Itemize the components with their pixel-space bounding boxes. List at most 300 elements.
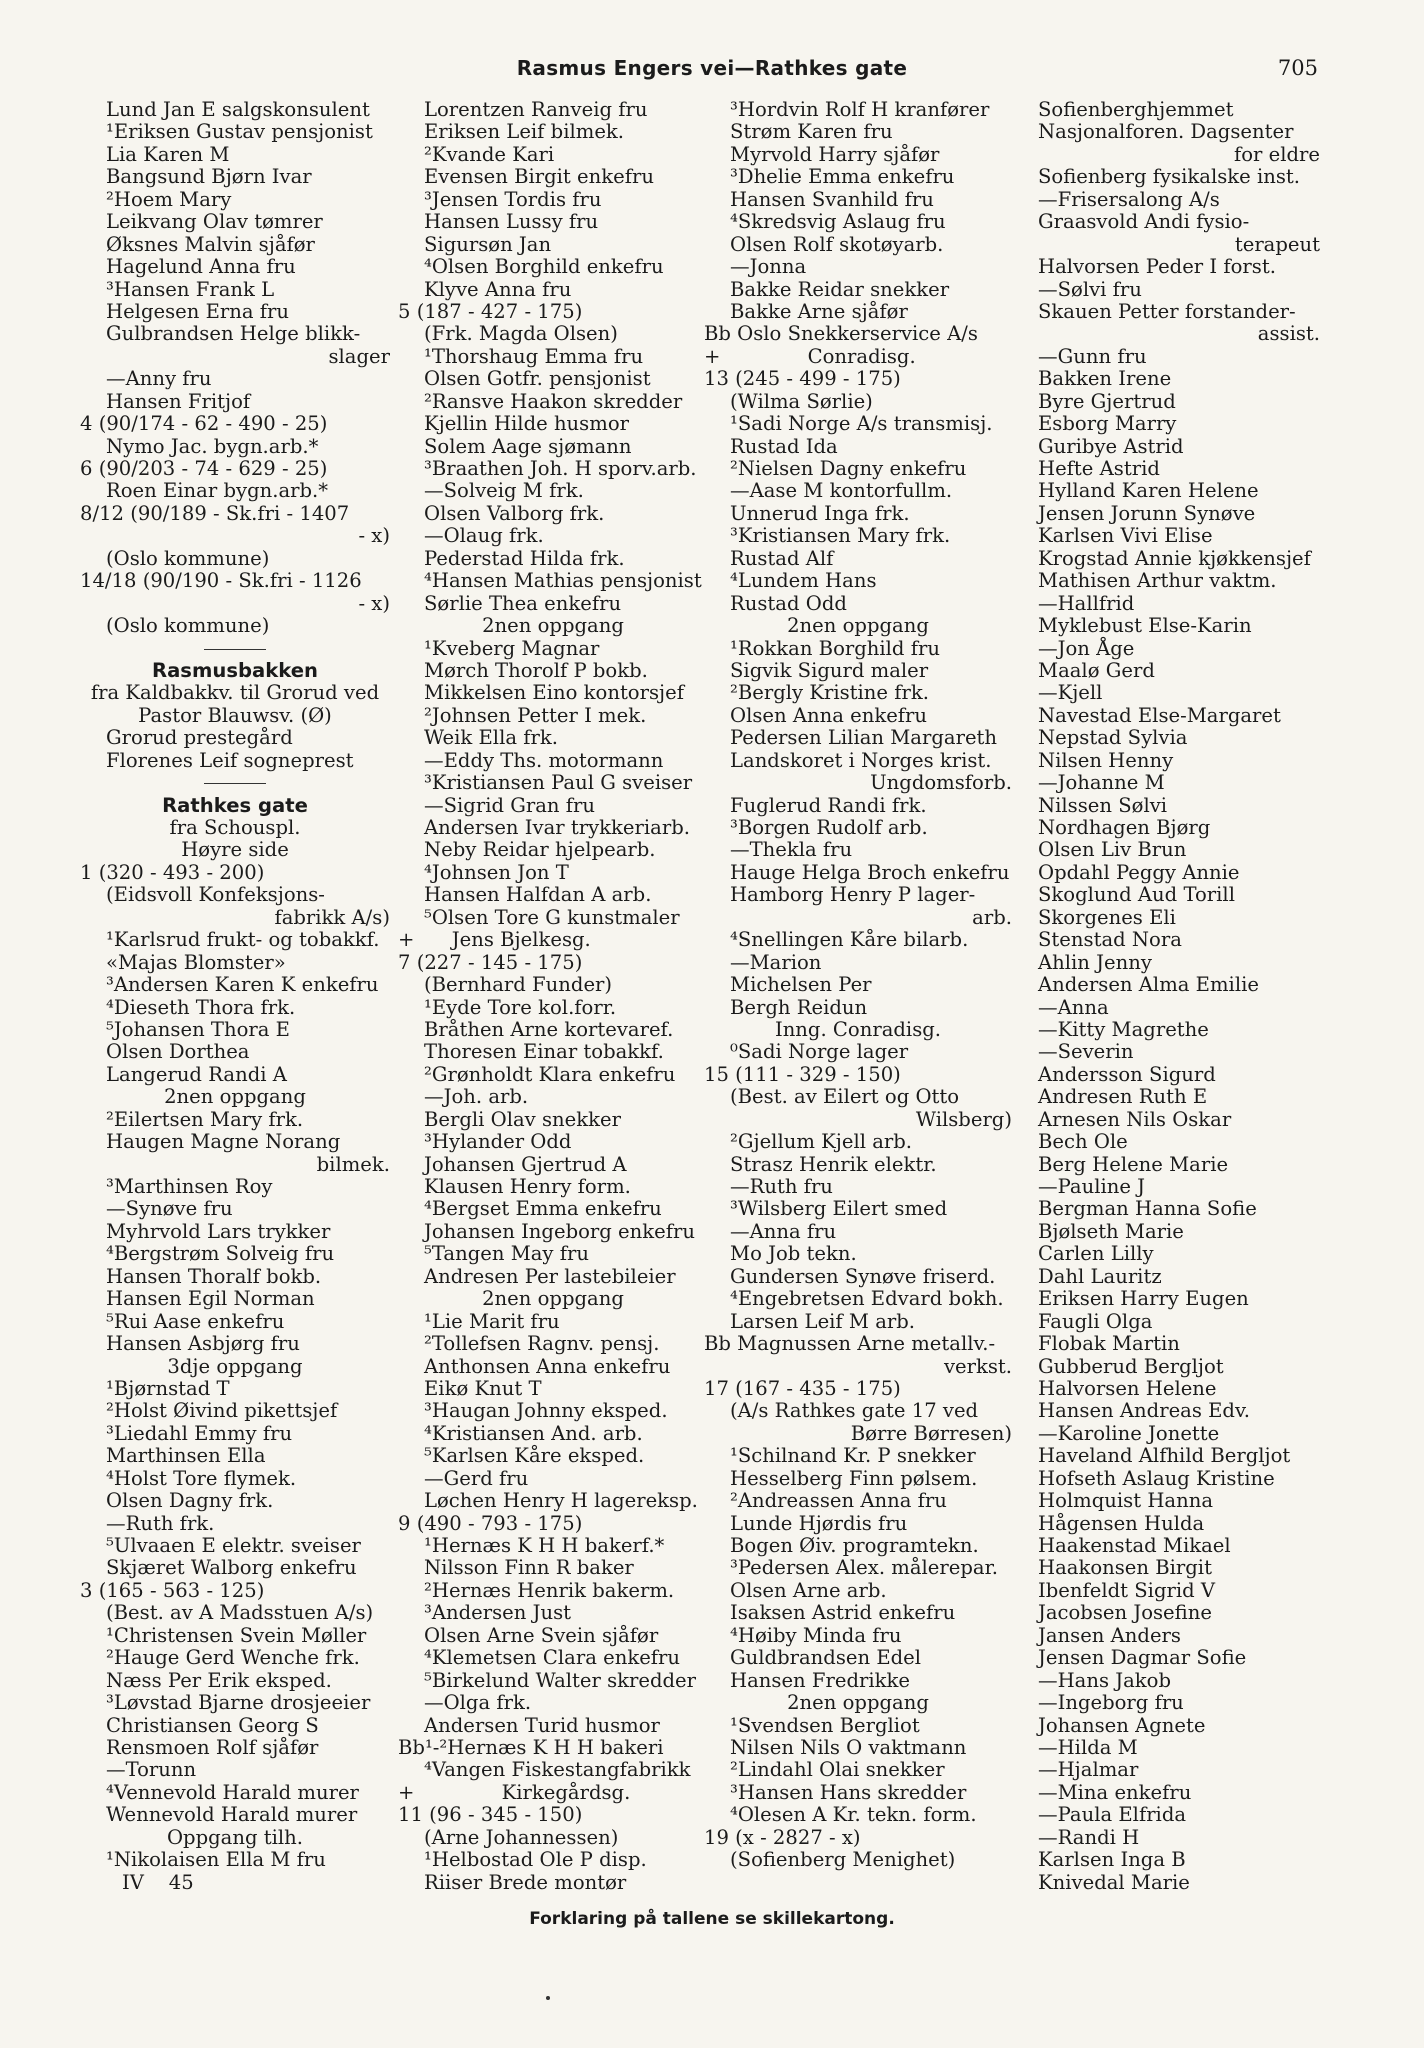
directory-entry: ⁴Johnsen Jon T — [424, 860, 569, 884]
directory-entry: Gundersen Synøve friserd. — [730, 1264, 996, 1288]
directory-entry: 9 (490 - 793 - 175) — [398, 1511, 583, 1535]
directory-entry: ¹Lie Marit fru — [424, 1309, 560, 1333]
directory-entry: —Marion — [730, 950, 822, 974]
directory-entry: Halvorsen Helene — [1038, 1376, 1217, 1400]
directory-entry: —Hans Jakob — [1038, 1668, 1172, 1692]
directory-entry: ³Haugan Johnny eksped. — [424, 1399, 668, 1423]
directory-entry: Mørch Thorolf P bokb. — [424, 658, 648, 682]
directory-entry: verkst. — [943, 1354, 1012, 1378]
directory-entry: Wilsberg) — [915, 1107, 1012, 1131]
directory-entry: Pastor Blauwsv. (Ø) — [138, 703, 332, 727]
directory-entry: Weik Ella frk. — [424, 726, 558, 750]
directory-entry: —Hilda M — [1038, 1735, 1138, 1759]
directory-entry: Hamborg Henry P lager- — [730, 883, 976, 907]
directory-entry: Hagelund Anna fru — [106, 255, 296, 279]
directory-entry: —Hallfrid — [1038, 591, 1135, 615]
directory-entry: Carlen Lilly — [1038, 1242, 1154, 1266]
directory-entry: ²Grønholdt Klara enkefru — [424, 1062, 676, 1086]
directory-entry: Christiansen Georg S — [106, 1713, 319, 1737]
directory-entry: Kjellin Hilde husmor — [424, 412, 629, 436]
directory-entry: Hefte Astrid — [1038, 457, 1160, 480]
directory-entry: Andersen Turid husmor — [424, 1713, 660, 1737]
directory-entry: —Karoline Jonette — [1038, 1421, 1220, 1445]
directory-entry: ⁵Karlsen Kåre eksped. — [424, 1444, 645, 1468]
directory-entry: —Torunn — [106, 1758, 197, 1782]
directory-entry: Lunde Hjørdis fru — [730, 1511, 908, 1535]
directory-entry: ⁴Snellingen Kåre bilarb. — [730, 928, 969, 952]
directory-entry: Jansen Anders — [1038, 1623, 1181, 1647]
directory-entry: Nymo Jac. bygn.arb.* — [106, 434, 319, 458]
directory-entry: Olsen Gotfr. pensjonist — [424, 367, 651, 391]
directory-entry: —Severin — [1038, 1040, 1134, 1064]
directory-entry: Unnerud Inga frk. — [730, 501, 910, 525]
directory-entry: Nilsen Nils O vaktmann — [730, 1735, 967, 1759]
directory-entry: (Oslo kommune) — [106, 546, 270, 570]
directory-entry: ³Løvstad Bjarne drosjeeier — [106, 1691, 371, 1715]
directory-entry: —Solveig M frk. — [424, 479, 584, 503]
directory-entry: Lia Karen M — [106, 142, 230, 166]
directory-entry: ¹Karlsrud frukt- og tobakkf. — [106, 928, 380, 952]
directory-entry: Myhrvold Lars trykker — [106, 1219, 331, 1243]
directory-entry: IV 45 — [122, 1870, 194, 1894]
directory-entry: Flobak Martin — [1038, 1332, 1180, 1356]
directory-entry: Strøm Karen fru — [730, 120, 893, 144]
directory-entry: Hansen Fritjof — [106, 389, 251, 413]
directory-entry: Hansen Egil Norman — [106, 1287, 315, 1311]
directory-entry: + Jens Bjelkesg. — [398, 928, 591, 952]
directory-entry: (Bernhard Funder) — [424, 973, 613, 997]
directory-entry: Nilssen Sølvi — [1038, 793, 1168, 817]
directory-entry: Olsen Arne Svein sjåfør — [424, 1623, 659, 1647]
directory-entry: Halvorsen Peder I forst. — [1038, 255, 1276, 279]
directory-entry: (Oslo kommune) — [106, 614, 270, 638]
directory-entry: Hofseth Aslaug Kristine — [1038, 1466, 1275, 1490]
directory-entry: —Aase M kontorfullm. — [730, 479, 953, 503]
directory-entry: ⁴Høiby Minda fru — [730, 1623, 902, 1647]
directory-entry: ⁴Hansen Mathias pensjonist — [424, 569, 702, 593]
directory-entry: Lund Jan E salgskonsulent — [106, 98, 370, 121]
directory-entry: Marthinsen Ella — [106, 1444, 266, 1468]
directory-entry: ³Kristiansen Paul G sveiser — [424, 771, 693, 795]
directory-entry: «Majas Blomster» — [106, 950, 286, 974]
directory-entry: Gubberud Bergljot — [1038, 1354, 1224, 1378]
directory-entry: Skauen Petter forstander- — [1038, 299, 1296, 323]
directory-entry: Bakken Irene — [1038, 367, 1172, 391]
section-divider — [80, 638, 390, 660]
directory-entry: Anthonsen Anna enkefru — [424, 1354, 671, 1378]
directory-entry: ³Marthinsen Roy — [106, 1175, 273, 1198]
directory-entry: ¹Rokkan Borghild fru — [730, 636, 940, 660]
directory-entry: Hansen Thoralf bokb. — [106, 1264, 322, 1288]
directory-entry: ¹Eriksen Gustav pensjonist — [106, 120, 373, 144]
directory-entry: ¹Helbostad Ole P disp. — [424, 1848, 647, 1872]
column-4 — [1038, 99, 1320, 1894]
directory-entry: 2nen oppgang — [164, 1085, 306, 1109]
footer-note: Forklaring på tallene se skillekartong. — [529, 1909, 895, 1929]
directory-entry: Nilsson Finn R baker — [424, 1556, 634, 1580]
directory-entry: Hylland Karen Helene — [1038, 479, 1259, 503]
directory-entry: (Best. av A Madsstuen A/s) — [106, 1601, 374, 1625]
directory-entry: ¹Thorshaug Emma fru — [424, 344, 644, 368]
directory-entry: ⁵Ulvaaen E elektr. sveiser — [106, 1534, 361, 1557]
directory-entry: ¹Svendsen Bergliot — [730, 1713, 920, 1737]
directory-entry: Sigvik Sigurd maler — [730, 658, 929, 682]
directory-entry: Guldbrandsen Edel — [730, 1646, 922, 1670]
directory-entry: —Synøve fru — [106, 1197, 233, 1221]
directory-entry: —Pauline J — [1038, 1175, 1146, 1198]
directory-entry: Johansen Gjertrud A — [424, 1152, 627, 1176]
directory-entry: Berg Helene Marie — [1038, 1152, 1229, 1176]
directory-entry: Langerud Randi A — [106, 1062, 287, 1086]
directory-entry: Bb¹-²Hernæs K H H bakeri — [398, 1735, 664, 1759]
directory-entry: ²Hauge Gerd Wenche frk. — [106, 1646, 360, 1670]
directory-entry: Olsen Dorthea — [106, 1040, 250, 1064]
directory-entry: ²Kvande Kari — [424, 142, 555, 166]
directory-entry: ⁵Johansen Thora E — [106, 1017, 290, 1041]
directory-entry: ²Gjellum Kjell arb. — [730, 1130, 913, 1154]
directory-entry: Øksnes Malvin sjåfør — [106, 232, 315, 256]
directory-entry: Eriksen Harry Eugen — [1038, 1287, 1249, 1311]
directory-entry: —Gerd fru — [424, 1466, 529, 1490]
directory-entry: Olsen Anna enkefru — [730, 703, 928, 727]
directory-entry: —Joh. arb. — [424, 1085, 529, 1109]
directory-entry: ⁴Klemetsen Clara enkefru — [424, 1646, 681, 1670]
directory-entry: Ungdomsforb. — [870, 771, 1012, 795]
directory-entry: Nilsen Henny — [1038, 748, 1174, 772]
column-1 — [80, 99, 390, 1894]
directory-entry: —Anna — [1038, 995, 1109, 1019]
directory-entry: Hesselberg Finn pølsem. — [730, 1466, 978, 1490]
directory-entry: ³Hordvin Rolf H kranfører — [730, 98, 990, 121]
directory-entry: ³Kristiansen Mary frk. — [730, 524, 951, 548]
directory-entry: ⁴Vennevold Harald murer — [106, 1780, 359, 1804]
directory-entry: Skorgenes Eli — [1038, 905, 1176, 929]
directory-entry: —Randi H — [1038, 1825, 1140, 1849]
directory-entry: Nepstad Sylvia — [1038, 726, 1188, 750]
directory-entry: ⁴Olesen A Kr. tekn. form. — [730, 1803, 977, 1827]
directory-entry: ⁵Birkelund Walter skredder — [424, 1668, 697, 1692]
directory-entry: bilmek. — [316, 1152, 390, 1176]
directory-entry: ³Wilsberg Eilert smed — [730, 1197, 948, 1221]
directory-entry: 2nen oppgang — [482, 1287, 624, 1311]
directory-entry: Landskoret i Norges krist. — [730, 748, 992, 772]
directory-entry: Hauge Helga Broch enkefru — [730, 860, 1010, 884]
directory-entry: 8/12 (90/189 - Sk.fri - 1407 — [80, 501, 350, 525]
directory-entry: ²Eilertsen Mary frk. — [106, 1107, 304, 1131]
directory-entry: Rustad Alf — [730, 546, 834, 570]
print-mark — [546, 1996, 550, 2000]
directory-entry: 7 (227 - 145 - 175) — [398, 950, 583, 974]
directory-entry: (Eidsvoll Konfeksjons- — [106, 883, 325, 907]
directory-entry: 2nen oppgang — [787, 1691, 929, 1715]
directory-entry: Neby Reidar hjelpearb. — [424, 838, 656, 862]
directory-entry: Inng. Conradisg. — [774, 1017, 942, 1041]
directory-entry: —Anna fru — [730, 1219, 837, 1243]
directory-entry: Solem Aage sjømann — [424, 434, 632, 458]
directory-entry: Sigursøn Jan — [424, 232, 552, 256]
directory-entry: ¹Schilnand Kr. P snekker — [730, 1444, 976, 1468]
page-number: 705 — [1277, 56, 1318, 80]
directory-entry: 3 (165 - 563 - 125) — [80, 1578, 265, 1602]
directory-entry: ⁴Dieseth Thora frk. — [106, 995, 296, 1019]
directory-entry: Evensen Birgit enkefru — [424, 165, 654, 189]
directory-entry: Bergli Olav snekker — [424, 1107, 621, 1131]
directory-entry: Næss Per Erik eksped. — [106, 1668, 332, 1692]
directory-entry: Olsen Dagny frk. — [106, 1489, 274, 1513]
directory-entry: Krogstad Annie kjøkkensjef — [1038, 546, 1311, 570]
directory-entry: fabrikk A/s) — [274, 905, 390, 929]
directory-entry: —Olaug frk. — [424, 524, 544, 548]
directory-entry: Thoresen Einar tobakkf. — [424, 1040, 664, 1064]
directory-entry: Bergh Reidun — [730, 995, 868, 1019]
directory-entry: —Ruth frk. — [106, 1511, 215, 1535]
directory-entry: —Ruth fru — [730, 1175, 833, 1198]
column-2 — [398, 99, 708, 1894]
directory-entry: ³Dhelie Emma enkefru — [730, 165, 955, 189]
directory-entry: Strasz Henrik elektr. — [730, 1152, 937, 1176]
directory-entry: Bakke Arne sjåfør — [730, 299, 908, 323]
directory-entry: Mo Job tekn. — [730, 1242, 857, 1266]
directory-entry: —Paula Elfrida — [1038, 1803, 1187, 1827]
directory-entry: Haveland Alfhild Bergljot — [1038, 1444, 1291, 1468]
directory-entry: Jensen Dagmar Sofie — [1038, 1646, 1247, 1670]
directory-entry: Bogen Øiv. programtekn. — [730, 1534, 979, 1557]
directory-entry: Sørlie Thea enkefru — [424, 591, 622, 615]
directory-entry: ¹Hernæs K H H bakerf.* — [424, 1534, 665, 1557]
directory-entry: Hansen Svanhild fru — [730, 187, 934, 211]
directory-entry: —Gunn fru — [1038, 344, 1147, 368]
directory-entry: Jensen Jorunn Synøve — [1038, 501, 1256, 525]
directory-entry: (Frk. Magda Olsen) — [424, 322, 618, 346]
directory-entry: Bakke Reidar snekker — [730, 277, 950, 301]
directory-entry: + Conradisg. — [704, 344, 916, 368]
directory-entry: Ahlin Jenny — [1038, 950, 1152, 974]
directory-entry: Larsen Leif M arb. — [730, 1309, 916, 1333]
directory-entry: Gulbrandsen Helge blikk- — [106, 322, 361, 346]
directory-entry: Haakenstad Mikael — [1038, 1534, 1231, 1557]
directory-entry: ³Jensen Tordis fru — [424, 187, 602, 211]
directory-entry: ²Lindahl Olai snekker — [730, 1758, 945, 1782]
directory-entry: ²Nielsen Dagny enkefru — [730, 457, 967, 480]
directory-entry: Sofienberg fysikalske inst. — [1038, 165, 1301, 189]
directory-entry: ³Braathen Joh. H sporv.arb. — [424, 457, 697, 480]
directory-entry: ³Hansen Frank L — [106, 277, 275, 301]
directory-entry: Andersen Ivar trykkeriarb. — [424, 816, 690, 839]
directory-entry: Olsen Arne arb. — [730, 1578, 887, 1602]
directory-entry: ⁴Vangen Fiskestangfabrikk — [424, 1758, 691, 1782]
directory-entry: Hansen Andreas Edv. — [1038, 1399, 1250, 1423]
directory-entry: Karlsen Inga B — [1038, 1848, 1186, 1872]
directory-entry: ²Hernæs Henrik bakerm. — [424, 1578, 675, 1602]
directory-entry: Hansen Asbjørg fru — [106, 1332, 300, 1356]
directory-entry: Hansen Fredrikke — [730, 1668, 910, 1692]
directory-entry: Nasjonalforen. Dagsenter — [1038, 120, 1294, 144]
directory-entry: Michelsen Per — [730, 973, 872, 997]
directory-entry: ¹Sadi Norge A/s transmisj. — [730, 412, 993, 436]
directory-entry: ³Liedahl Emmy fru — [106, 1421, 293, 1445]
directory-entry: Skjæret Walborg enkefru — [106, 1556, 357, 1580]
directory-entry: Stenstad Nora — [1038, 928, 1182, 952]
directory-entry: Byre Gjertrud — [1038, 389, 1176, 413]
directory-entry: Andersen Alma Emilie — [1038, 973, 1259, 997]
directory-entry: ⁴Lundem Hans — [730, 569, 877, 593]
directory-entry: + Kirkegårdsg. — [398, 1780, 631, 1804]
directory-entry: ⁵Olsen Tore G kunstmaler — [424, 905, 680, 929]
directory-entry: —Hjalmar — [1038, 1758, 1139, 1782]
directory-entry: ³Andersen Just — [424, 1601, 572, 1625]
directory-entry: Fuglerud Randi frk. — [730, 793, 927, 817]
directory-entry: —Sigrid Gran fru — [424, 793, 596, 817]
directory-entry: ⁵Tangen May fru — [424, 1242, 589, 1266]
directory-entry: —Frisersalong A/s — [1038, 187, 1220, 211]
directory-entry: 2nen oppgang — [787, 614, 929, 638]
directory-entry: 14/18 (90/190 - Sk.fri - 1126 — [80, 569, 362, 593]
directory-entry: slager — [328, 344, 390, 368]
directory-entry: Maalø Gerd — [1038, 658, 1155, 682]
directory-entry: Eriksen Leif bilmek. — [424, 120, 625, 144]
directory-entry: 1 (320 - 493 - 200) — [80, 860, 265, 884]
directory-entry: Rustad Odd — [730, 591, 847, 615]
directory-entry: —Johanne M — [1038, 771, 1165, 795]
directory-entry: Myrvold Harry sjåfør — [730, 142, 940, 166]
directory-entry: ⁴Engebretsen Edvard bokh. — [730, 1287, 1004, 1311]
directory-entry: ⁴Olsen Borghild enkefru — [424, 255, 664, 279]
directory-entry: - x) — [358, 591, 390, 615]
directory-entry: Høyre side — [181, 838, 289, 862]
directory-entry: Holmquist Hanna — [1038, 1489, 1214, 1513]
directory-entry: Florenes Leif sogneprest — [106, 748, 354, 772]
street-heading: Rathkes gate — [162, 793, 308, 817]
directory-entry: (Wilma Sørlie) — [730, 389, 873, 413]
column-3 — [704, 99, 1012, 1872]
directory-entry: 5 (187 - 427 - 175) — [398, 299, 583, 323]
directory-entry: Hågensen Hulda — [1038, 1511, 1205, 1535]
directory-entry: Bråthen Arne kortevaref. — [424, 1017, 674, 1041]
directory-entry: Bb Magnussen Arne metallv.- — [704, 1332, 996, 1356]
directory-entry: Karlsen Vivi Elise — [1038, 524, 1213, 548]
directory-entry: ⁴Skredsvig Aslaug fru — [730, 210, 946, 234]
directory-entry: Bjølseth Marie — [1038, 1219, 1184, 1243]
directory-entry: 2nen oppgang — [482, 614, 624, 638]
directory-entry: Haugen Magne Norang — [106, 1130, 341, 1154]
directory-entry: —Jonna — [730, 255, 807, 279]
directory-entry: for eldre — [1233, 142, 1320, 166]
directory-entry: ²Ransve Haakon skredder — [424, 389, 683, 413]
directory-entry: Skoglund Aud Torill — [1038, 883, 1235, 907]
directory-entry: Hansen Halfdan A arb. — [424, 883, 652, 907]
directory-entry: —Jon Åge — [1038, 636, 1135, 660]
directory-entry: Guribye Astrid — [1038, 434, 1184, 458]
directory-entry: Bb Oslo Snekkerservice A/s — [704, 322, 978, 346]
directory-entry: ²Andreassen Anna fru — [730, 1489, 947, 1513]
directory-entry: —Olga frk. — [424, 1691, 532, 1715]
directory-entry: 17 (167 - 435 - 175) — [704, 1376, 901, 1400]
directory-entry: Løchen Henry H lagereksp. — [424, 1489, 698, 1513]
directory-entry: ¹Nikolaisen Ella M fru — [106, 1848, 326, 1872]
directory-entry: Isaksen Astrid enkefru — [730, 1601, 956, 1625]
page-title: Rasmus Engers vei—Rathkes gate — [516, 56, 908, 80]
directory-entry: Faugli Olga — [1038, 1309, 1153, 1333]
directory-entry: 15 (111 - 329 - 150) — [704, 1062, 901, 1086]
directory-entry: —Anny fru — [106, 367, 212, 391]
directory-entry: ³Andersen Karen K enkefru — [106, 973, 379, 997]
directory-entry: (A/s Rathkes gate 17 ved — [730, 1399, 979, 1423]
directory-entry: Klyve Anna fru — [424, 277, 572, 301]
directory-entry: Bergman Hanna Sofie — [1038, 1197, 1257, 1221]
directory-entry: ¹Bjørnstad T — [106, 1376, 230, 1400]
directory-entry: 19 (x - 2827 - x) — [704, 1825, 861, 1849]
directory-entry: Riiser Brede montør — [424, 1870, 627, 1894]
directory-entry: Navestad Else-Margaret — [1038, 703, 1281, 727]
directory-entry: Børre Børresen) — [850, 1421, 1012, 1445]
directory-entry: Bech Ole — [1038, 1130, 1128, 1154]
directory-entry: Johansen Ingeborg enkefru — [424, 1219, 695, 1243]
directory-entry: 4 (90/174 - 62 - 490 - 25) — [80, 412, 328, 436]
directory-entry: Dahl Lauritz — [1038, 1264, 1162, 1288]
directory-entry: Myklebust Else-Karin — [1038, 614, 1252, 638]
directory-entry: ²Holst Øivind pikettsjef — [106, 1399, 338, 1423]
directory-entry: Wennevold Harald murer — [106, 1803, 358, 1827]
directory-entry: (Arne Johannessen) — [424, 1825, 619, 1849]
directory-entry: Opdahl Peggy Annie — [1038, 860, 1240, 884]
directory-entry: fra Schouspl. — [169, 816, 301, 839]
directory-entry: Rustad Ida — [730, 434, 838, 458]
directory-entry: —Mina enkefru — [1038, 1780, 1192, 1804]
directory-entry: ¹Kveberg Magnar — [424, 636, 600, 660]
directory-entry: ⁴Kristiansen And. arb. — [424, 1421, 643, 1445]
directory-entry: ⁵Rui Aase enkefru — [106, 1309, 285, 1333]
page-header — [0, 56, 1424, 92]
directory-entry: Olsen Liv Brun — [1038, 838, 1187, 862]
section-divider — [80, 772, 390, 794]
directory-entry: Leikvang Olav tømrer — [106, 210, 323, 234]
directory-entry: - x) — [358, 524, 390, 548]
directory-entry: Pedersen Lilian Margareth — [730, 726, 998, 750]
directory-entry: Olsen Rolf skotøyarb. — [730, 232, 944, 256]
directory-entry: Graasvold Andi fysio- — [1038, 210, 1250, 234]
directory-entry: Esborg Marry — [1038, 412, 1177, 436]
directory-entry: terapeut — [1234, 232, 1320, 256]
directory-entry: Andresen Per lastebileier — [424, 1264, 676, 1288]
directory-entry: (Sofienberg Menighet) — [730, 1848, 956, 1872]
directory-entry: —Kitty Magrethe — [1038, 1017, 1209, 1041]
directory-entry: Olsen Valborg frk. — [424, 501, 605, 525]
directory-entry: Rensmoen Rolf sjåfør — [106, 1735, 319, 1759]
directory-entry: Andresen Ruth E — [1038, 1085, 1208, 1109]
directory-entry: Haakonsen Birgit — [1038, 1556, 1212, 1580]
directory-entry: Arnesen Nils Oskar — [1038, 1107, 1232, 1131]
directory-entry: Knivedal Marie — [1038, 1870, 1190, 1894]
directory-entry: —Sølvi fru — [1038, 277, 1142, 301]
directory-entry: Klausen Henry form. — [424, 1175, 631, 1198]
directory-entry: ³Hansen Hans skredder — [730, 1780, 967, 1804]
directory-entry: Jacobsen Josefine — [1038, 1601, 1212, 1625]
directory-entry: Mikkelsen Eino kontorsjef — [424, 681, 684, 705]
directory-entry: Oppgang tilh. — [166, 1825, 304, 1849]
directory-entry: Eikø Knut T — [424, 1376, 542, 1400]
directory-entry: ²Hoem Mary — [106, 187, 232, 211]
directory-entry: Ibenfeldt Sigrid V — [1038, 1578, 1216, 1602]
directory-entry: ⁴Holst Tore flymek. — [106, 1466, 297, 1490]
directory-entry: —Eddy Ths. motormann — [424, 748, 664, 772]
directory-entry: ³Borgen Rudolf arb. — [730, 816, 928, 839]
street-heading: Rasmusbakken — [151, 658, 319, 682]
directory-entry: —Thekla fru — [730, 838, 853, 862]
directory-entry: Bangsund Bjørn Ivar — [106, 165, 312, 189]
directory-entry: (Best. av Eilert og Otto — [730, 1085, 960, 1109]
directory-entry: assist. — [1257, 322, 1320, 346]
directory-entry: ²Bergly Kristine frk. — [730, 681, 929, 705]
